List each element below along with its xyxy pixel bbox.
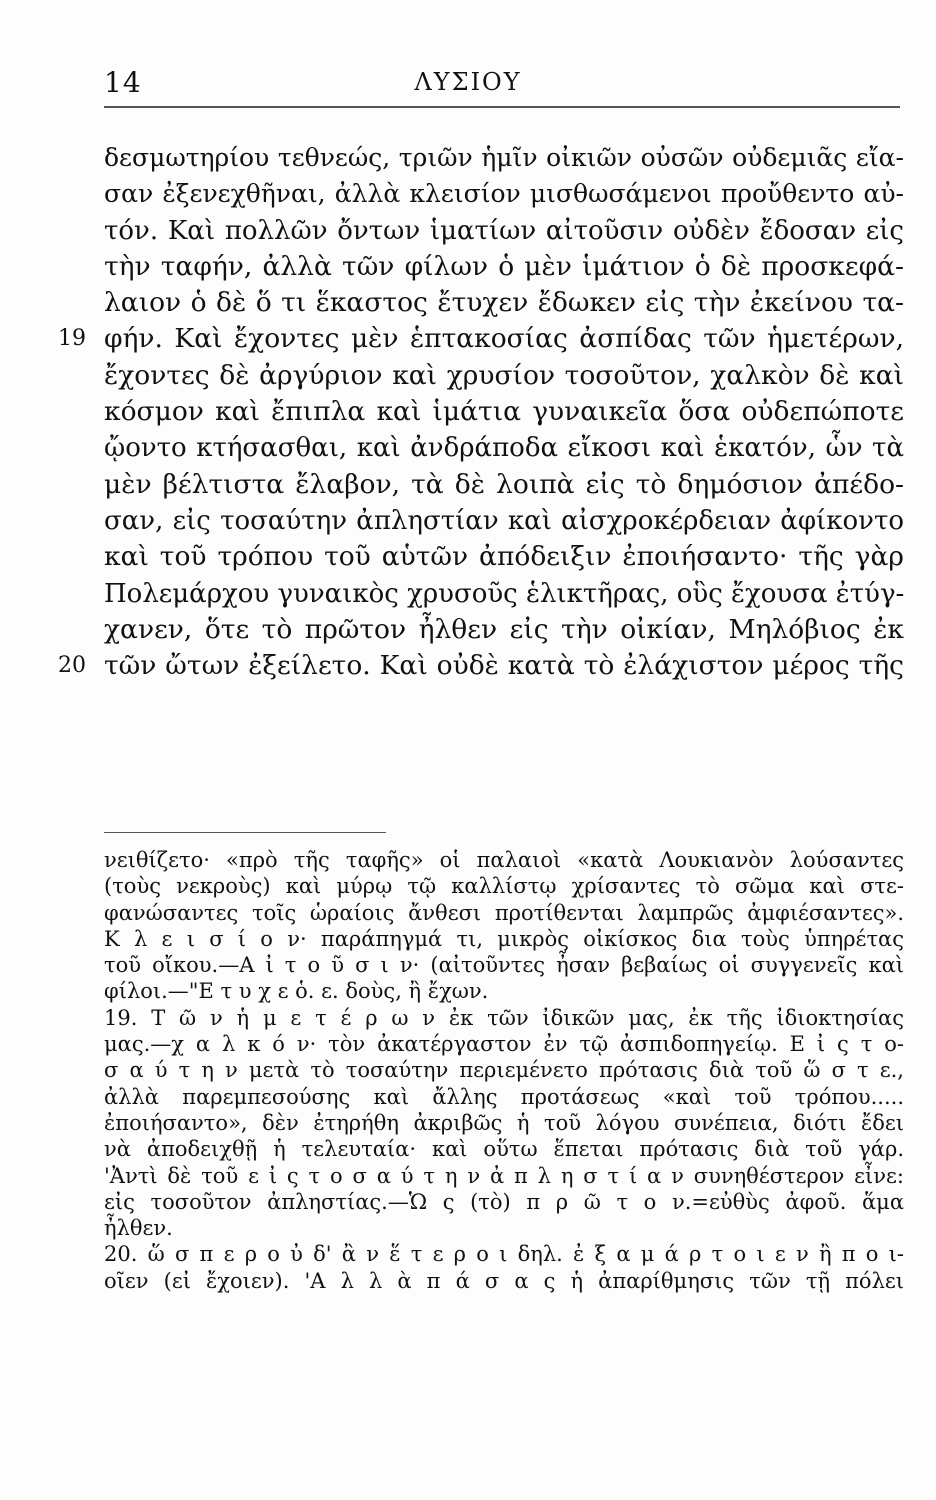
text-line	[104, 213, 904, 249]
footnote-line: 19. Τ ῶ ν ἡ μ ε τ έ ρ ω ν ἐκ τῶν ἰδικῶν μας, ἐκ τῆς ἰδιοκτησίας	[104, 1005, 904, 1030]
section-number-19: 19	[58, 326, 86, 352]
text-line	[104, 394, 904, 430]
footnote-line: νειθίζετο· «πρὸ τῆς ταφῆς» οἱ παλαιοὶ «κατὰ Λουκιανὸν λούσαντες	[104, 848, 904, 872]
text-line	[104, 249, 904, 285]
footnotes	[104, 847, 904, 1294]
footnote-line: σ α ύ τ η ν μετὰ τὸ τοσαύτην περιεμένετο πρότασις διὰ τοῦ ὥ σ τ ε.,	[104, 1058, 904, 1083]
text-line	[104, 285, 904, 321]
text-line	[104, 467, 904, 503]
footnote-line: οῖεν (εἰ ἔχοιεν). 'Α λ λ ὰ π ά σ α ς ἡ ἀπαρίθμησις τῶν τῇ πόλει	[104, 1268, 904, 1293]
line-text: τόν. Καὶ πολλῶν ὄντων ἱματίων αἰτοῦσιν οὐδὲν ἔδοσαν εἰς	[104, 215, 904, 246]
footnote-line: φίλοι.—"Ε τ υ χ ε ὁ. ε. δοὺς, ἢ ἔχων.	[104, 979, 489, 1004]
footnote-line: νὰ ἀποδειχθῇ ἡ τελευταία· καὶ οὕτω ἕπεται πρότασις διὰ τοῦ γάρ.	[104, 1137, 904, 1162]
line-text: χανεν, ὅτε τὸ πρῶτον ἦλθεν εἰς τὴν οἰκίαν, Μηλόβιος ἐκ	[104, 613, 904, 645]
footnote-line: 'Ἀντὶ δὲ τοῦ ε ἰ ς τ ο σ α ύ τ η ν ἀ π λ η σ τ ί α ν συνηθέστερον εἶνε:	[104, 1163, 904, 1188]
text-line	[104, 539, 904, 575]
text-line	[104, 176, 904, 212]
line-text: καὶ τοῦ τρόπου τοῦ αὑτῶν ἀπόδειξιν ἐποιήσαντο· τῆς γὰρ	[104, 541, 904, 573]
line-text: φήν. Καὶ ἔχοντες μὲν ἑπτακοσίας ἀσπίδας τῶν ἡμετέρων,	[104, 323, 904, 355]
line-text: τὴν ταφήν, ἀλλὰ τῶν φίλων ὁ μὲν ἱμάτιον ὁ δὲ προσκεφά-	[104, 250, 904, 282]
footnote-rule	[104, 832, 386, 833]
section-number-20: 20	[58, 653, 86, 679]
footnote-line: (τοὺς νεκροὺς) καὶ μύρῳ τῷ καλλίστῳ χρίσαντες τὸ σῶμα καὶ στε-	[104, 874, 904, 899]
text-line	[58, 648, 904, 684]
line-text: σαν ἐξενεχθῆναι, ἀλλὰ κλεισίον μισθωσάμενοι προὔθεντο αὐ-	[104, 179, 904, 209]
footnote-line: τοῦ οἴκου.—Α ἰ τ ο ῦ σ ι ν· (αἰτοῦντες ἦσαν βεβαίως οἱ συγγενεῖς καὶ	[104, 953, 904, 978]
line-text: δεσμωτηρίου τεθνεώς, τριῶν ἡμῖν οἰκιῶν οὐσῶν οὐδεμιᾶς εἴα-	[104, 143, 904, 172]
line-text: ἔχοντες δὲ ἀργύριον καὶ χρυσίον τοσοῦτον, χαλκὸν δὲ καὶ	[104, 359, 904, 391]
footnote-line: Κ λ ε ι σ ί ο ν· παράπηγμά τι, μικρὸς οἰκίσκος δια τοὺς ὑπηρέτας	[104, 926, 904, 951]
text-line	[104, 503, 904, 539]
footnote-line: ἐποιήσαντο», δὲν ἐτηρήθη ἀκριβῶς ἡ τοῦ λόγου συνέπεια, διότι ἔδει	[104, 1110, 904, 1135]
text-line	[104, 140, 904, 176]
text-line	[104, 612, 904, 648]
line-text: ᾤοντο κτήσασθαι, καὶ ἀνδράποδα εἴκοσι καὶ ἑκατόν, ὧν τὰ	[104, 433, 904, 464]
header-rule	[104, 106, 900, 108]
footnote-line: ἀλλὰ παρεμπεσούσης καὶ ἄλλης προτάσεως «καὶ τοῦ τρόπου.....	[104, 1084, 904, 1109]
footnote-line: ἦλθεν.	[104, 1216, 173, 1241]
footnote-line: 20. ὥ σ π ε ρ ο ὐ δ' ἂ ν ἕ τ ε ρ ο ι δηλ. ἐ ξ α μ ά ρ τ ο ι ε ν ἢ π ο ι-	[104, 1242, 904, 1267]
footnote-line: μας.—χ α λ κ ό ν· τὸν ἀκατέργαστον ἐν τῷ ἀσπιδοπηγείῳ. Ε ἰ ς τ ο-	[104, 1032, 904, 1057]
line-text: τῶν ὤτων ἐξείλετο. Καὶ οὐδὲ κατὰ τὸ ἐλάχιστον μέρος τῆς	[104, 650, 904, 682]
text-line	[104, 358, 904, 394]
line-text: κόσμον καὶ ἔπιπλα καὶ ἱμάτια γυναικεῖα ὅσα οὐδεπώποτε	[104, 396, 904, 428]
line-text: Πολεμάρχου γυναικὸς χρυσοῦς ἑλικτῆρας, οὓς ἔχουσα ἐτύγ-	[104, 578, 905, 609]
page-number: 14	[104, 66, 142, 99]
main-text	[58, 140, 905, 684]
footnote-line: φανώσαντες τοῖς ὡραίοις ἄνθεσι προτίθενται λαμπρῶς ἀμφιέσαντες».	[104, 900, 904, 925]
text-line	[104, 430, 904, 466]
running-head: ΛΥΣΙΟΥ	[414, 68, 522, 96]
text-line	[58, 321, 904, 357]
line-text: μὲν βέλτιστα ἔλαβον, τὰ δὲ λοιπὰ εἰς τὸ δημόσιον ἀπέδο-	[104, 468, 904, 500]
text-line	[104, 576, 904, 612]
footnote-line: εἰς τοσοῦτον ἀπληστίας.—Ὡ ς (τὸ) π ρ ῶ τ ο ν.=εὐθὺς ἀφοῦ. ἅμα	[104, 1189, 904, 1214]
line-text: σαν, εἰς τοσαύτην ἀπληστίαν καὶ αἰσχροκέρδειαν ἀφίκοντο	[104, 505, 904, 536]
line-text: λαιον ὁ δὲ ὅ τι ἕκαστος ἔτυχεν ἔδωκεν εἰς τὴν ἐκείνου τα-	[104, 287, 904, 319]
